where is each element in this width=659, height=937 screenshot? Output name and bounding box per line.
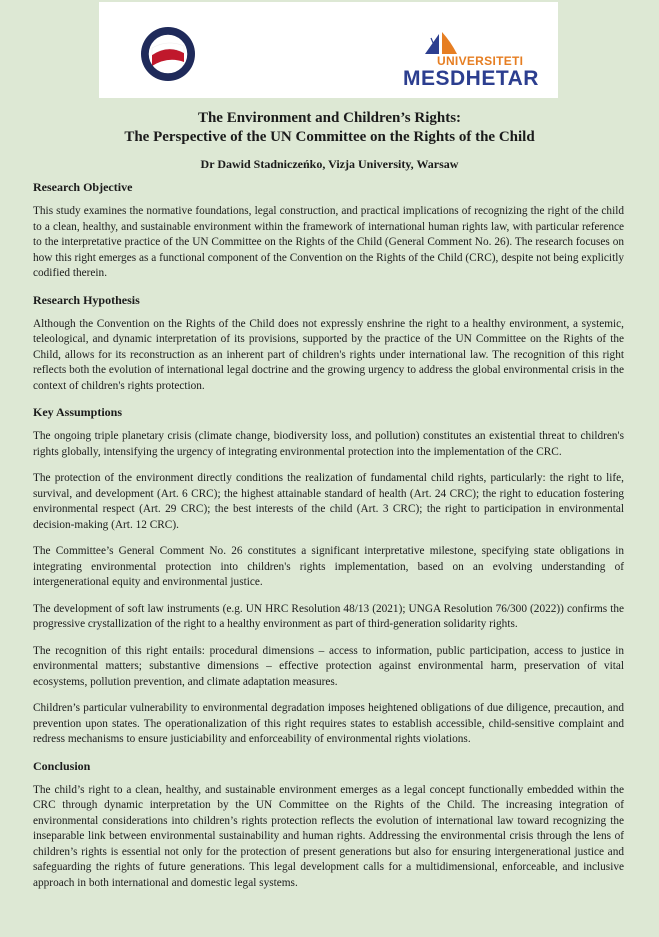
section-heading-assumptions: Key Assumptions xyxy=(33,405,123,419)
sailboat-icon xyxy=(421,32,461,56)
paragraph: The development of soft law instruments (e.g. UN HRC Resolution 48/13 (2021); UNGA Resolution 76/300 (2022)) confirms the progressive crystallization of the right to a healthy environment as part of third-generation solidarity rights. xyxy=(33,602,624,630)
paragraph: The child’s right to a clean, healthy, and sustainable environment emerges as a legal concept functionally embedded within the CRC through dynamic interpretation by the UN Committee on the Rights of the Child. The increasing integration of environmental considerations into children’s rights protection reflects the evolution of international law toward recognizing the inseparable link between environmental sustainability and human rights. Addressing the environmental crisis through the lens of children’s rights is essential not only for the protection of present generations but also for ensuring intergenerational justice and safeguarding the rights of future generations. This legal development calls for a multidimensional, enforceable, and inclusive approach in both international and domestic legal systems. xyxy=(33,783,624,889)
document-title xyxy=(0,109,659,147)
author-line: Dr Dawid Stadniczeńko, Vizja University, Warsaw xyxy=(200,157,459,171)
section-heading-conclusion: Conclusion xyxy=(33,758,91,773)
paragraph: Although the Convention on the Rights of the Child does not expressly enshrine the right to a healthy environment, a systemic, teleological, and dynamic interpretation of its provisions, supported by the practice of the UN Committee on the Rights of the Child, allows for its reconstruction as an inherent part of children's rights under international law. The recognition of this right reflects both the evolution of international legal doctrine and the growing urgency to address the global environmental crisis in the context of children's rights protection. xyxy=(33,317,624,392)
paragraph: This study examines the normative foundations, legal construction, and practical implications of recognizing the right of the child to a clean, healthy, and sustainable environment within the framework of international human rights law, with particular reference to the interpretative practice of the UN Committee on the Rights of the Child (General Comment No. 26). The research focuses on how this right emerges as a functional component of the Convention on the Rights of the Child (CRC), despite not being explicitly codified therein. xyxy=(33,205,624,279)
section-heading-hypothesis: Research Hypothesis xyxy=(33,292,140,307)
title-line-1: The Environment and Children’s Rights: xyxy=(197,110,462,126)
paragraph: The protection of the environment directly conditions the realization of fundamental child rights, particularly: the right to life, survival, and development (Art. 6 CRC); the highest attainable standard of health (Art. 24 CRC); the right to education fostering environmental respect (Art. 29 CRC); the best interests of the child (Art. 3 CRC); the right to participation in environmental decision-making (Art. 12 CRC). xyxy=(33,472,624,531)
paragraph: The Committee’s General Comment No. 26 constitutes a significant interpretative milestone, specifying state obligations in integrating environmental protection into children's rights implementation, based on an evolving understanding of intergenerational equity and environmental justice. xyxy=(33,545,624,588)
paragraph: Children’s particular vulnerability to environmental degradation imposes heightened obligations of due diligence, precaution, and prevention upon states. The operationalization of this right requires states to establish accessible, child-sensitive complaint and redress mechanisms to ensure justiciability and enforceability of environmental rights violations. xyxy=(33,702,624,745)
section-heading-objective: Research Objective xyxy=(33,180,133,194)
logo-text-bottom: MESDHETAR xyxy=(403,67,539,90)
paragraph: The recognition of this right entails: procedural dimensions – access to information, public participation, access to justice in environmental matters; substantive dimensions – effective protection against environmental harm, preservation of vital ecosystems, pollution prevention, and climate adaptation measures. xyxy=(33,644,624,688)
universiteti-mesdhetar-logo xyxy=(397,32,539,92)
university-seal-logo xyxy=(140,26,196,82)
paragraph: The ongoing triple planetary crisis (climate change, biodiversity loss, and pollution) constitutes an existential threat to children's rights globally, intensifying the urgency of integrating environmental protection into the implementation of the CRC. xyxy=(33,430,624,458)
logo-text-top: UNIVERSITETI xyxy=(437,54,524,68)
logo-header xyxy=(99,2,558,98)
document-body xyxy=(33,180,624,902)
title-line-2: The Perspective of the UN Committee on the Rights of the Child xyxy=(124,129,535,145)
